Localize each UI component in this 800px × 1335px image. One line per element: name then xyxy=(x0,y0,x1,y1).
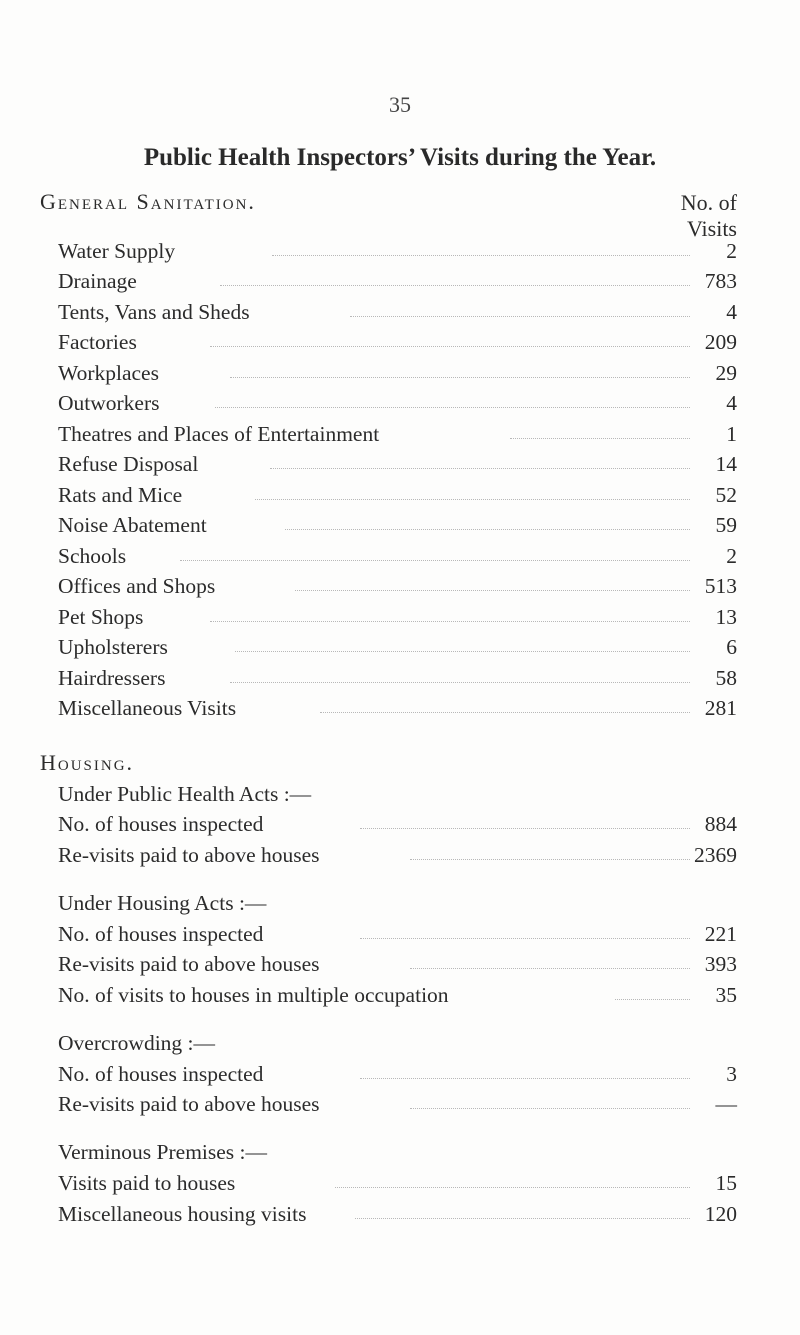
row-label: Miscellaneous housing visits xyxy=(58,1202,307,1226)
row-label: Upholsterers xyxy=(58,635,168,659)
general-sanitation-heading: General Sanitation. xyxy=(40,189,256,214)
public-health-acts-subheading: Under Public Health Acts :— xyxy=(58,782,312,806)
housing-heading: Housing. xyxy=(40,750,135,775)
row-label: No. of houses inspected xyxy=(58,922,264,946)
leader-dots xyxy=(285,529,690,530)
table-row xyxy=(0,541,800,571)
row-label: Water Supply xyxy=(58,239,176,263)
leader-dots xyxy=(270,468,690,469)
leader-dots xyxy=(272,255,690,256)
row-label: Pet Shops xyxy=(58,605,144,629)
table-row xyxy=(0,840,800,870)
table-row xyxy=(0,480,800,510)
leader-dots xyxy=(235,651,690,652)
leader-dots xyxy=(320,712,690,713)
leader-dots xyxy=(510,438,690,439)
housing-acts-subheading: Under Housing Acts :— xyxy=(58,891,267,915)
table-row xyxy=(0,693,800,723)
leader-dots xyxy=(355,1218,690,1219)
leader-dots xyxy=(615,999,690,1000)
row-value: 2369 xyxy=(694,843,737,867)
row-value: 209 xyxy=(704,330,737,354)
row-value: 14 xyxy=(715,452,737,476)
leader-dots xyxy=(180,560,690,561)
row-value: 393 xyxy=(704,952,737,976)
row-label: Noise Abatement xyxy=(58,513,207,537)
leader-dots xyxy=(410,968,690,969)
table-row xyxy=(0,449,800,479)
leader-dots xyxy=(410,1108,690,1109)
row-label: Re-visits paid to above houses xyxy=(58,952,320,976)
row-value: 884 xyxy=(704,812,737,836)
leader-dots xyxy=(360,828,690,829)
row-value: 2 xyxy=(726,239,737,263)
overcrowding-subheading: Overcrowding :— xyxy=(58,1031,216,1055)
table-row xyxy=(0,1089,800,1119)
row-label: Hairdressers xyxy=(58,666,166,690)
row-value: 783 xyxy=(704,269,737,293)
row-value: 120 xyxy=(704,1202,737,1226)
table-row xyxy=(0,388,800,418)
table-row xyxy=(0,419,800,449)
leader-dots xyxy=(215,407,690,408)
row-label: No. of houses inspected xyxy=(58,812,264,836)
leader-dots xyxy=(360,1078,690,1079)
table-row xyxy=(0,510,800,540)
row-label: Rats and Mice xyxy=(58,483,183,507)
row-label: Re-visits paid to above houses xyxy=(58,843,320,867)
row-label: Workplaces xyxy=(58,361,159,385)
leader-dots xyxy=(335,1187,690,1188)
table-row xyxy=(0,1059,800,1089)
table-row xyxy=(0,809,800,839)
page-number: 35 xyxy=(389,92,411,117)
column-header-line-2: Visits xyxy=(686,216,737,241)
table-row xyxy=(0,297,800,327)
table-row xyxy=(0,266,800,296)
leader-dots xyxy=(220,285,690,286)
row-label: No. of houses inspected xyxy=(58,1062,264,1086)
table-row xyxy=(0,236,800,266)
table-row xyxy=(0,949,800,979)
table-row xyxy=(0,358,800,388)
row-value: 59 xyxy=(715,513,737,537)
row-value: 513 xyxy=(704,574,737,598)
row-label: Factories xyxy=(58,330,137,354)
row-value: — xyxy=(715,1092,737,1116)
row-label: Schools xyxy=(58,544,127,568)
leader-dots xyxy=(410,859,690,860)
row-label: Tents, Vans and Sheds xyxy=(58,300,250,324)
row-label: Visits paid to houses xyxy=(58,1171,236,1195)
row-value: 4 xyxy=(726,300,737,324)
row-value: 221 xyxy=(704,922,737,946)
leader-dots xyxy=(255,499,690,500)
column-header-line-1: No. of xyxy=(680,190,737,215)
row-value: 35 xyxy=(715,983,737,1007)
table-row xyxy=(0,919,800,949)
row-value: 3 xyxy=(726,1062,737,1086)
leader-dots xyxy=(210,346,690,347)
row-label: Drainage xyxy=(58,269,137,293)
row-label: Offices and Shops xyxy=(58,574,216,598)
verminous-subheading: Verminous Premises :— xyxy=(58,1140,268,1164)
leader-dots xyxy=(210,621,690,622)
row-label: Miscellaneous Visits xyxy=(58,696,237,720)
row-value: 6 xyxy=(726,635,737,659)
row-value: 4 xyxy=(726,391,737,415)
table-row xyxy=(0,1199,800,1229)
table-row xyxy=(0,632,800,662)
leader-dots xyxy=(360,938,690,939)
leader-dots xyxy=(350,316,690,317)
table-row xyxy=(0,1168,800,1198)
leader-dots xyxy=(295,590,690,591)
row-label: Re-visits paid to above houses xyxy=(58,1092,320,1116)
table-row xyxy=(0,327,800,357)
column-header xyxy=(681,190,737,242)
table-row xyxy=(0,602,800,632)
table-row xyxy=(0,663,800,693)
row-value: 29 xyxy=(715,361,737,385)
row-label: Refuse Disposal xyxy=(58,452,199,476)
row-value: 52 xyxy=(715,483,737,507)
table-row xyxy=(0,980,800,1010)
row-value: 281 xyxy=(704,696,737,720)
leader-dots xyxy=(230,377,690,378)
row-value: 13 xyxy=(715,605,737,629)
row-value: 15 xyxy=(715,1171,737,1195)
leader-dots xyxy=(230,682,690,683)
row-value: 1 xyxy=(726,422,737,446)
table-row xyxy=(0,571,800,601)
row-value: 58 xyxy=(715,666,737,690)
row-value: 2 xyxy=(726,544,737,568)
row-label: Theatres and Places of Entertainment xyxy=(58,422,380,446)
row-label: Outworkers xyxy=(58,391,160,415)
row-label: No. of visits to houses in multiple occupation xyxy=(58,983,449,1007)
page-title: Public Health Inspectors’ Visits during the Year. xyxy=(143,144,657,171)
